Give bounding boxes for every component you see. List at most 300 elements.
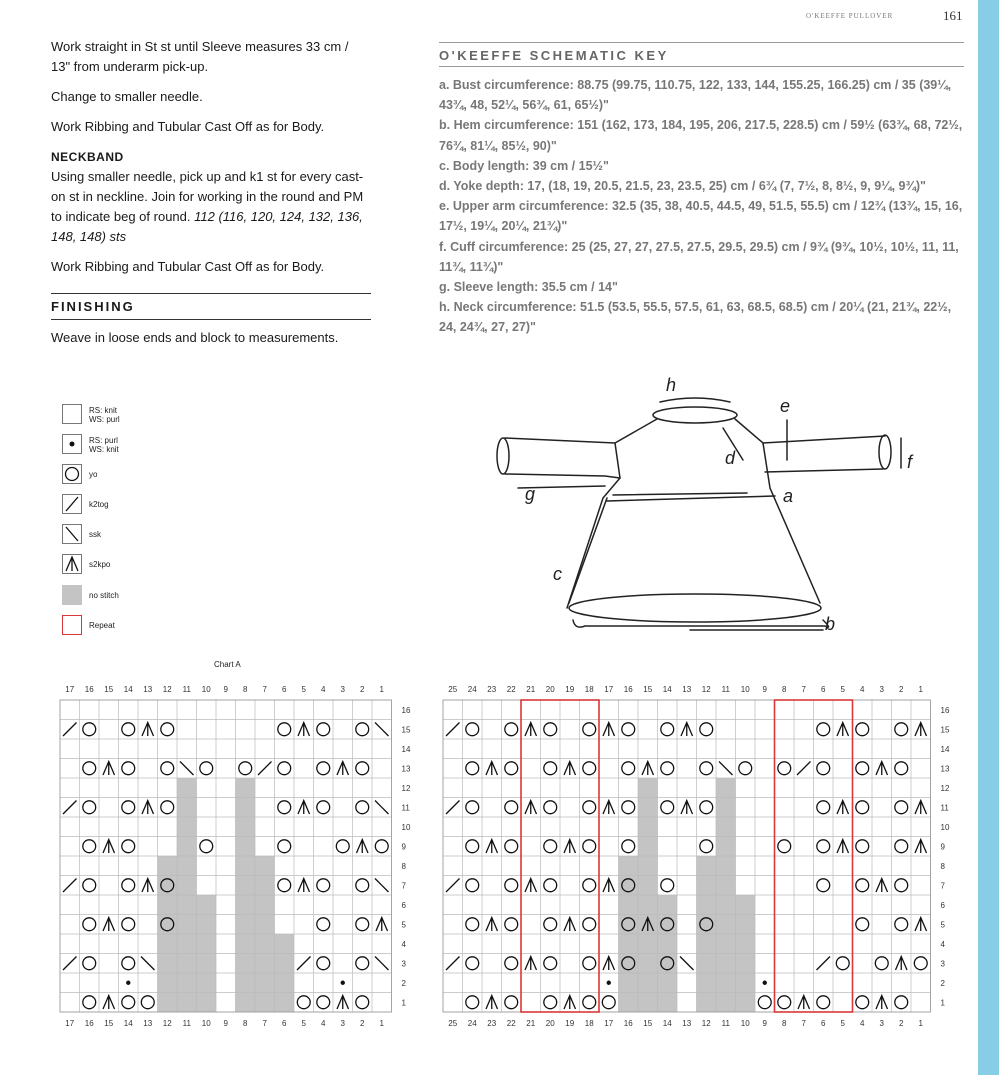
s2kpo-symbol bbox=[876, 762, 888, 776]
finishing-paragraph: Weave in loose ends and block to measurements. bbox=[51, 330, 339, 345]
row-number: 6 bbox=[401, 900, 406, 910]
no-stitch-cell bbox=[255, 934, 275, 954]
yo-symbol bbox=[544, 957, 557, 970]
no-stitch-cell bbox=[177, 778, 197, 798]
yo-symbol bbox=[83, 996, 96, 1009]
legend-label: ssk bbox=[89, 530, 101, 539]
row-number: 8 bbox=[940, 861, 945, 871]
purl-symbol bbox=[763, 981, 767, 985]
yo-symbol bbox=[622, 762, 635, 775]
needle-paragraph: Change to smaller needle. bbox=[51, 89, 203, 104]
key-item-b: b. Hem circumference: 151 (162, 173, 184, 195, 206, 217.5, 228.5) cm / 59½ (63¾, 68, 72½, 76¾, 81¼, 85½, 90)" bbox=[439, 118, 963, 153]
no-stitch-cell bbox=[716, 993, 736, 1013]
neckband-paragraph bbox=[51, 167, 371, 247]
yo-symbol bbox=[505, 762, 518, 775]
no-stitch-cell bbox=[158, 856, 178, 876]
column-number: 23 bbox=[487, 1019, 497, 1028]
label-d: d bbox=[725, 448, 736, 468]
yo-symbol bbox=[661, 723, 674, 736]
no-stitch-cell bbox=[716, 973, 736, 993]
yo-symbol bbox=[778, 840, 791, 853]
yo-symbol bbox=[278, 723, 291, 736]
no-stitch-cell bbox=[736, 993, 756, 1013]
yo-symbol bbox=[466, 723, 479, 736]
page-edge-tab bbox=[978, 0, 999, 1075]
column-number: 6 bbox=[282, 685, 287, 694]
s2kpo-symbol bbox=[525, 957, 537, 971]
row-number: 13 bbox=[401, 764, 411, 774]
no-stitch-cell bbox=[236, 934, 256, 954]
no-stitch-cell bbox=[619, 993, 639, 1013]
neckband-text: Using smaller needle, pick up and k1 st for every cast-on st in neckline. Join for working in the round and PM to indicate beg of round. bbox=[51, 169, 364, 224]
yo-symbol bbox=[739, 762, 752, 775]
legend-yo bbox=[62, 464, 182, 488]
column-number: 12 bbox=[701, 1019, 711, 1028]
row-number: 2 bbox=[401, 978, 406, 988]
s2kpo-symbol bbox=[681, 801, 693, 815]
chart-b bbox=[433, 678, 953, 1033]
s2kpo-symbol bbox=[142, 879, 154, 893]
yo-symbol bbox=[914, 957, 927, 970]
s2kpo-symbol bbox=[915, 723, 927, 737]
no-stitch-cell bbox=[255, 993, 275, 1013]
yo-symbol bbox=[661, 879, 674, 892]
k2tog-symbol bbox=[63, 723, 77, 737]
yo-symbol bbox=[544, 723, 557, 736]
schematic-key bbox=[439, 42, 964, 338]
ssk-icon bbox=[62, 524, 82, 544]
ssk-symbol bbox=[375, 957, 389, 971]
yo-symbol bbox=[83, 918, 96, 931]
k2tog-symbol bbox=[797, 762, 811, 776]
s2kpo-symbol bbox=[837, 840, 849, 854]
s2kpo-symbol bbox=[103, 996, 115, 1010]
purl-symbol bbox=[607, 981, 611, 985]
yo-symbol bbox=[856, 879, 869, 892]
key-item-e: e. Upper arm circumference: 32.5 (35, 38, 40.5, 44.5, 49, 51.5, 55.5) cm / 12¾ (13¾, 15, 16, 17½, 19¼, 20¼, 21¾)" bbox=[439, 199, 963, 234]
running-title: O'KEEFFE PULLOVER bbox=[806, 12, 894, 20]
yo-symbol bbox=[317, 996, 330, 1009]
row-number: 14 bbox=[401, 744, 411, 754]
no-stitch-icon bbox=[62, 585, 82, 605]
yo-symbol bbox=[700, 801, 713, 814]
s2kpo-symbol bbox=[603, 957, 615, 971]
yo-symbol bbox=[778, 996, 791, 1009]
label-a: a bbox=[783, 486, 794, 506]
s2kpo-symbol bbox=[564, 996, 576, 1010]
purl-symbol bbox=[126, 981, 130, 985]
s2kpo-symbol bbox=[915, 840, 927, 854]
column-number: 9 bbox=[762, 1019, 767, 1028]
s2kpo-symbol bbox=[915, 801, 927, 815]
yo-symbol bbox=[817, 723, 830, 736]
yo-symbol bbox=[317, 801, 330, 814]
no-stitch-cell bbox=[177, 934, 197, 954]
column-number: 10 bbox=[201, 685, 211, 694]
key-item-d: d. Yoke depth: 17, (18, 19, 20.5, 21.5, 23, 23.5, 25) cm / 6¾ (7, 7½, 8, 8½, 9, 9¼, 9¾)" bbox=[439, 179, 926, 194]
column-number: 13 bbox=[143, 685, 153, 694]
yo-symbol bbox=[661, 801, 674, 814]
yo-symbol bbox=[466, 957, 479, 970]
s2kpo-symbol bbox=[486, 996, 498, 1010]
no-stitch-cell bbox=[197, 895, 217, 915]
no-stitch-cell bbox=[697, 993, 717, 1013]
yo-symbol bbox=[895, 723, 908, 736]
column-number: 3 bbox=[340, 685, 345, 694]
yo-symbol bbox=[505, 840, 518, 853]
yo-symbol bbox=[278, 879, 291, 892]
column-number: 8 bbox=[243, 685, 248, 694]
no-stitch-cell bbox=[158, 895, 178, 915]
no-stitch-cell bbox=[197, 934, 217, 954]
no-stitch-cell bbox=[197, 973, 217, 993]
yo-symbol bbox=[817, 801, 830, 814]
column-number: 10 bbox=[201, 1019, 211, 1028]
column-number: 5 bbox=[840, 685, 845, 694]
yo-symbol bbox=[856, 801, 869, 814]
yo-symbol bbox=[466, 801, 479, 814]
yo-symbol bbox=[317, 918, 330, 931]
s2kpo-symbol bbox=[525, 723, 537, 737]
column-number: 9 bbox=[762, 685, 767, 694]
s2kpo-symbol bbox=[564, 762, 576, 776]
no-stitch-cell bbox=[658, 973, 678, 993]
schematic-key-heading: O'KEEFFE SCHEMATIC KEY bbox=[439, 42, 964, 67]
yo-symbol bbox=[505, 879, 518, 892]
legend-knit bbox=[62, 404, 182, 428]
label-g: g bbox=[525, 484, 536, 504]
no-stitch-cell bbox=[638, 856, 658, 876]
no-stitch-cell bbox=[736, 934, 756, 954]
no-stitch-cell bbox=[197, 954, 217, 974]
no-stitch-cell bbox=[236, 915, 256, 935]
yo-symbol bbox=[661, 762, 674, 775]
yo-symbol bbox=[895, 879, 908, 892]
yo-symbol bbox=[895, 840, 908, 853]
no-stitch-cell bbox=[275, 954, 295, 974]
yo-symbol bbox=[895, 918, 908, 931]
purl-symbol bbox=[341, 981, 345, 985]
s2kpo-symbol bbox=[642, 762, 654, 776]
column-number: 1 bbox=[918, 1019, 923, 1028]
legend-purl bbox=[62, 434, 182, 458]
neckband-heading: NECKBAND bbox=[51, 150, 124, 164]
yo-symbol bbox=[83, 762, 96, 775]
yo-symbol bbox=[122, 723, 135, 736]
yo-symbol bbox=[336, 840, 349, 853]
no-stitch-cell bbox=[158, 973, 178, 993]
no-stitch-cell bbox=[619, 895, 639, 915]
no-stitch-cell bbox=[255, 915, 275, 935]
k2tog-symbol bbox=[446, 801, 460, 815]
sweater-schematic bbox=[485, 368, 935, 638]
column-number: 6 bbox=[282, 1019, 287, 1028]
no-stitch-cell bbox=[658, 934, 678, 954]
yo-symbol bbox=[817, 879, 830, 892]
yo-symbol bbox=[466, 879, 479, 892]
no-stitch-cell bbox=[275, 993, 295, 1013]
row-number: 5 bbox=[401, 920, 406, 930]
column-number: 11 bbox=[721, 1019, 730, 1028]
s2kpo-symbol bbox=[357, 840, 369, 854]
yo-symbol bbox=[583, 879, 596, 892]
no-stitch-cell bbox=[177, 837, 197, 857]
yo-symbol bbox=[356, 762, 369, 775]
yo-symbol bbox=[895, 996, 908, 1009]
column-number: 10 bbox=[740, 1019, 750, 1028]
k2tog-symbol bbox=[297, 957, 311, 971]
ssk-symbol bbox=[375, 723, 389, 737]
no-stitch-cell bbox=[158, 954, 178, 974]
column-number: 16 bbox=[84, 685, 94, 694]
legend-label-2: WS: purl bbox=[89, 415, 120, 424]
no-stitch-cell bbox=[255, 954, 275, 974]
no-stitch-cell bbox=[638, 973, 658, 993]
column-number: 18 bbox=[584, 685, 594, 694]
k2tog-symbol bbox=[63, 801, 77, 815]
column-number: 19 bbox=[565, 685, 575, 694]
column-number: 3 bbox=[879, 685, 884, 694]
no-stitch-cell bbox=[716, 798, 736, 818]
yo-symbol bbox=[83, 879, 96, 892]
no-stitch-cell bbox=[638, 895, 658, 915]
no-stitch-cell bbox=[236, 837, 256, 857]
yo-symbol bbox=[505, 996, 518, 1009]
yo-symbol bbox=[505, 918, 518, 931]
finishing-heading: FINISHING bbox=[51, 293, 371, 320]
row-number: 10 bbox=[940, 822, 950, 832]
legend-s2kpo bbox=[62, 554, 182, 578]
s2kpo-symbol bbox=[525, 801, 537, 815]
yo-symbol bbox=[122, 996, 135, 1009]
no-stitch-cell bbox=[177, 817, 197, 837]
yo-symbol bbox=[856, 723, 869, 736]
no-stitch-cell bbox=[638, 837, 658, 857]
no-stitch-cell bbox=[697, 876, 717, 896]
no-stitch-cell bbox=[255, 876, 275, 896]
no-stitch-cell bbox=[177, 895, 197, 915]
column-number: 15 bbox=[104, 1019, 114, 1028]
ssk-symbol bbox=[680, 957, 694, 971]
s2kpo-symbol bbox=[103, 840, 115, 854]
yo-symbol bbox=[505, 723, 518, 736]
ssk-symbol bbox=[180, 762, 194, 776]
yo-symbol bbox=[466, 762, 479, 775]
legend-ssk bbox=[62, 524, 182, 548]
row-number: 1 bbox=[940, 998, 945, 1008]
s2kpo-symbol bbox=[798, 996, 810, 1010]
label-b: b bbox=[825, 614, 836, 634]
s2kpo-symbol bbox=[142, 723, 154, 737]
yo-symbol bbox=[466, 918, 479, 931]
no-stitch-cell bbox=[619, 973, 639, 993]
ssk-symbol bbox=[719, 762, 733, 776]
label-e: e bbox=[780, 396, 791, 416]
s2kpo-symbol bbox=[564, 840, 576, 854]
column-number: 12 bbox=[162, 1019, 172, 1028]
ribbing-paragraph: Work Ribbing and Tubular Cast Off as for Body. bbox=[51, 119, 325, 134]
k2tog-symbol bbox=[817, 957, 831, 971]
column-number: 4 bbox=[860, 685, 865, 694]
no-stitch-cell bbox=[177, 876, 197, 896]
yo-symbol bbox=[622, 723, 635, 736]
no-stitch-cell bbox=[736, 895, 756, 915]
no-stitch-cell bbox=[697, 973, 717, 993]
no-stitch-cell bbox=[275, 934, 295, 954]
yo-symbol bbox=[122, 957, 135, 970]
s2kpo-symbol bbox=[603, 723, 615, 737]
yo-symbol bbox=[544, 762, 557, 775]
no-stitch-cell bbox=[255, 856, 275, 876]
row-number: 1 bbox=[401, 998, 406, 1008]
yo-symbol bbox=[278, 840, 291, 853]
legend-repeat bbox=[62, 615, 182, 639]
yo-symbol bbox=[356, 801, 369, 814]
column-number: 7 bbox=[262, 685, 267, 694]
column-number: 17 bbox=[604, 685, 614, 694]
column-number: 4 bbox=[321, 1019, 326, 1028]
no-stitch-cell bbox=[158, 934, 178, 954]
column-number: 7 bbox=[801, 1019, 806, 1028]
no-stitch-cell bbox=[236, 876, 256, 896]
legend-label-2: WS: knit bbox=[89, 445, 119, 454]
yo-symbol bbox=[583, 918, 596, 931]
no-stitch-cell bbox=[619, 856, 639, 876]
column-number: 13 bbox=[682, 1019, 692, 1028]
column-number: 2 bbox=[360, 1019, 365, 1028]
k2tog-symbol bbox=[446, 723, 460, 737]
no-stitch-cell bbox=[638, 798, 658, 818]
no-stitch-cell bbox=[236, 895, 256, 915]
no-stitch-cell bbox=[236, 954, 256, 974]
s2kpo-symbol bbox=[486, 840, 498, 854]
column-number: 8 bbox=[782, 1019, 787, 1028]
legend-label: s2kpo bbox=[89, 560, 111, 569]
yo-symbol bbox=[122, 801, 135, 814]
column-number: 7 bbox=[801, 685, 806, 694]
yo-symbol bbox=[317, 879, 330, 892]
column-number: 17 bbox=[65, 685, 75, 694]
page-number: 161 bbox=[943, 8, 963, 23]
s2kpo-symbol bbox=[298, 801, 310, 815]
column-number: 11 bbox=[182, 685, 191, 694]
no-stitch-cell bbox=[716, 934, 736, 954]
label-c: c bbox=[553, 564, 562, 584]
row-number: 12 bbox=[940, 783, 950, 793]
k2tog-icon bbox=[62, 494, 82, 514]
key-item-h: h. Neck circumference: 51.5 (53.5, 55.5, 57.5, 61, 63, 68.5, 68.5) cm / 20¼ (21, 21¾, 22½, 24, 24¾, 27, 27)" bbox=[439, 300, 952, 335]
row-number: 4 bbox=[401, 939, 406, 949]
column-number: 14 bbox=[123, 685, 133, 694]
no-stitch-cell bbox=[716, 837, 736, 857]
no-stitch-cell bbox=[638, 934, 658, 954]
no-stitch-cell bbox=[736, 973, 756, 993]
no-stitch-cell bbox=[697, 954, 717, 974]
yo-symbol bbox=[505, 957, 518, 970]
column-number: 5 bbox=[301, 685, 306, 694]
column-number: 14 bbox=[662, 685, 672, 694]
no-stitch-cell bbox=[658, 993, 678, 1013]
yo-symbol bbox=[583, 723, 596, 736]
no-stitch-cell bbox=[236, 856, 256, 876]
column-number: 9 bbox=[223, 685, 228, 694]
yo-symbol bbox=[317, 957, 330, 970]
yo-symbol bbox=[544, 918, 557, 931]
column-number: 9 bbox=[223, 1019, 228, 1028]
column-number: 6 bbox=[821, 685, 826, 694]
yo-symbol bbox=[356, 996, 369, 1009]
column-number: 1 bbox=[918, 685, 923, 694]
column-number: 4 bbox=[860, 1019, 865, 1028]
yo-symbol bbox=[122, 762, 135, 775]
yo-symbol bbox=[83, 957, 96, 970]
column-number: 15 bbox=[643, 685, 653, 694]
column-number: 5 bbox=[840, 1019, 845, 1028]
legend-label: Repeat bbox=[89, 621, 115, 630]
k2tog-symbol bbox=[258, 762, 272, 776]
row-number: 16 bbox=[401, 705, 411, 715]
column-number: 16 bbox=[623, 1019, 633, 1028]
s2kpo-symbol bbox=[896, 957, 908, 971]
yo-symbol bbox=[122, 840, 135, 853]
k2tog-symbol bbox=[446, 957, 460, 971]
no-stitch-cell bbox=[736, 915, 756, 935]
no-stitch-cell bbox=[275, 973, 295, 993]
column-number: 13 bbox=[143, 1019, 153, 1028]
s2kpo-symbol bbox=[486, 918, 498, 932]
yo-symbol bbox=[161, 762, 174, 775]
yo-symbol bbox=[583, 996, 596, 1009]
yo-symbol bbox=[161, 723, 174, 736]
yo-symbol bbox=[161, 801, 174, 814]
s2kpo-symbol bbox=[376, 918, 388, 932]
yo-symbol bbox=[122, 879, 135, 892]
legend-label: yo bbox=[89, 470, 98, 479]
label-f: f bbox=[907, 452, 913, 472]
no-stitch-cell bbox=[638, 817, 658, 837]
column-number: 3 bbox=[879, 1019, 884, 1028]
s2kpo-symbol bbox=[564, 918, 576, 932]
row-number: 11 bbox=[940, 803, 949, 813]
no-stitch-cell bbox=[716, 778, 736, 798]
yo-symbol bbox=[602, 996, 615, 1009]
ssk-symbol bbox=[375, 879, 389, 893]
row-number: 9 bbox=[940, 842, 945, 852]
row-number: 3 bbox=[401, 959, 406, 969]
column-number: 22 bbox=[506, 1019, 516, 1028]
column-number: 10 bbox=[740, 685, 750, 694]
yo-symbol bbox=[544, 879, 557, 892]
column-number: 11 bbox=[182, 1019, 191, 1028]
legend-label: RS: knit bbox=[89, 406, 118, 415]
column-number: 17 bbox=[604, 1019, 614, 1028]
column-number: 24 bbox=[467, 1019, 477, 1028]
column-number: 19 bbox=[565, 1019, 575, 1028]
yo-symbol bbox=[856, 840, 869, 853]
no-stitch-cell bbox=[197, 915, 217, 935]
no-stitch-cell bbox=[177, 915, 197, 935]
column-number: 7 bbox=[262, 1019, 267, 1028]
yo-symbol bbox=[356, 879, 369, 892]
yo-symbol bbox=[583, 840, 596, 853]
column-number: 20 bbox=[545, 1019, 555, 1028]
no-stitch-cell bbox=[177, 973, 197, 993]
yo-symbol bbox=[817, 762, 830, 775]
label-h: h bbox=[666, 375, 677, 395]
chart-a bbox=[50, 678, 420, 1033]
k2tog-symbol bbox=[446, 879, 460, 893]
yo-symbol bbox=[356, 723, 369, 736]
